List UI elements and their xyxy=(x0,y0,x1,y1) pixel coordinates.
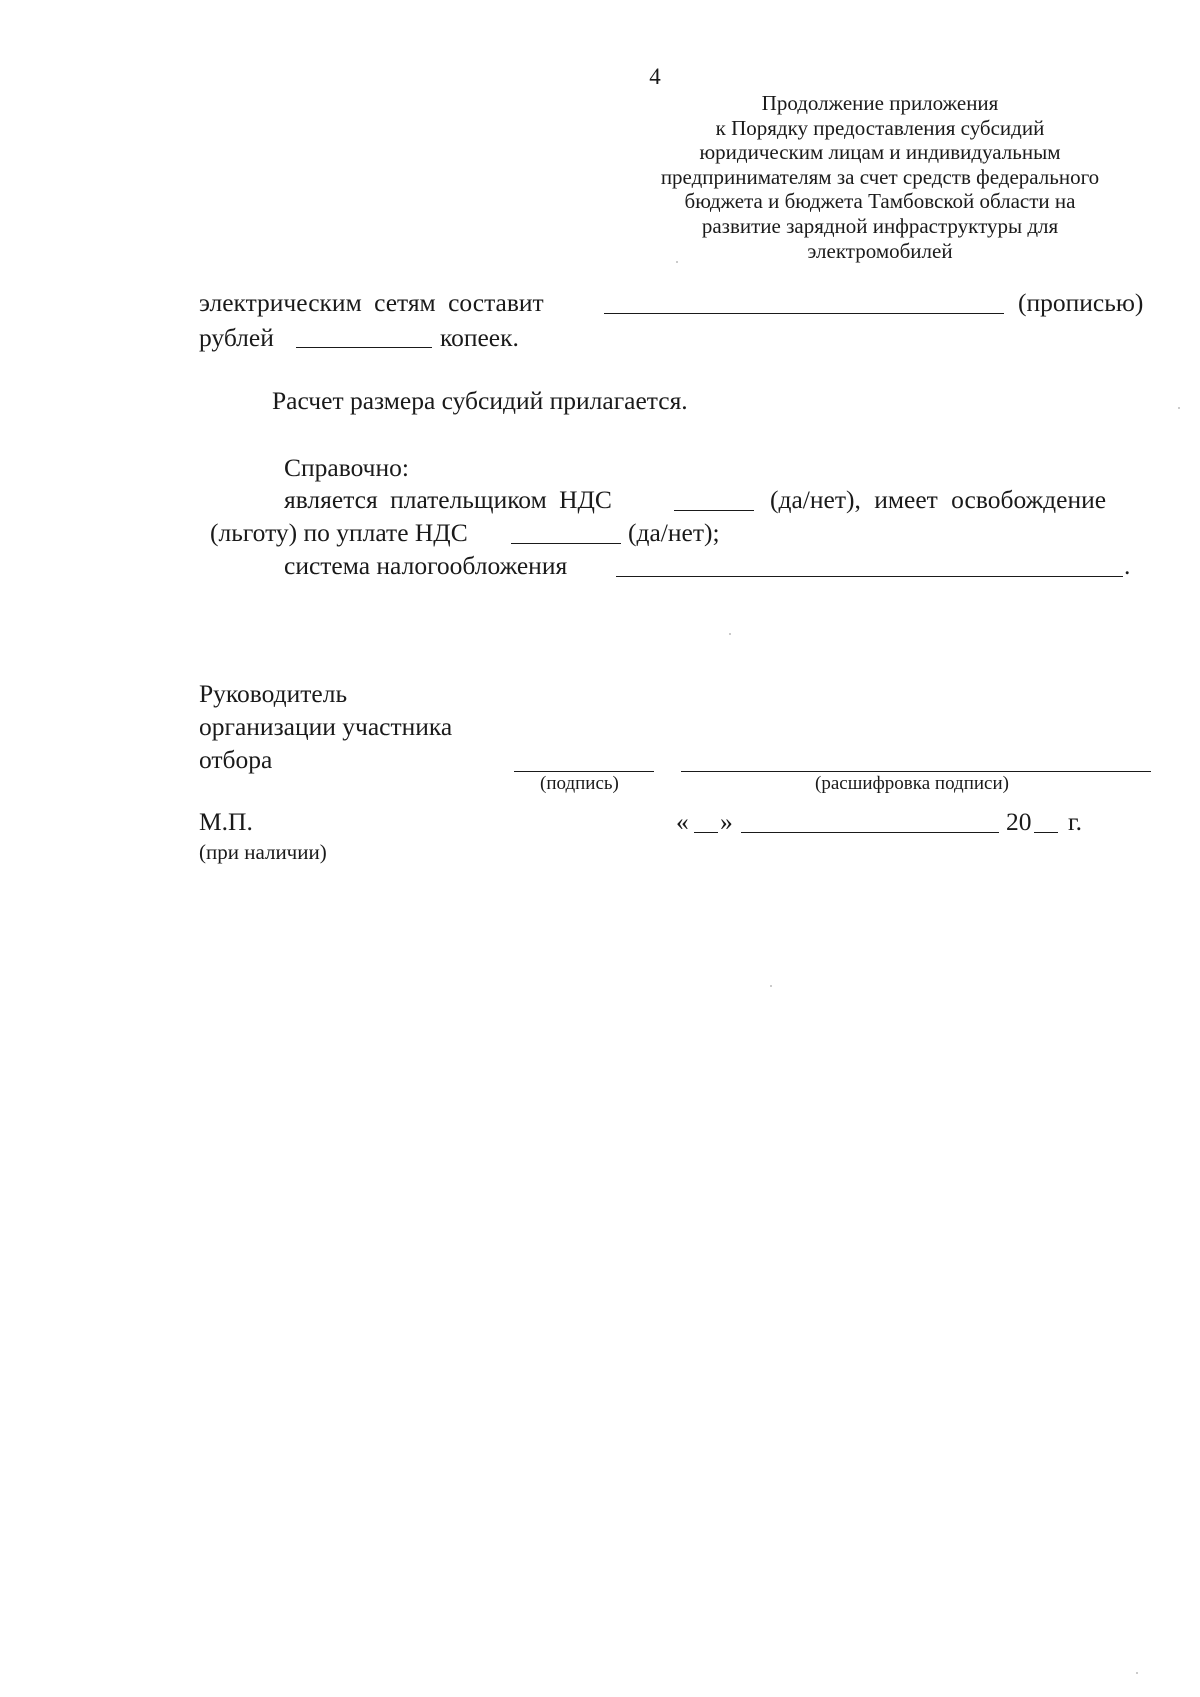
amount-line-1 xyxy=(199,287,544,319)
date-month-blank[interactable] xyxy=(741,809,999,833)
date-year-blank[interactable] xyxy=(1034,809,1058,833)
header-note-line: юридическим лицам и индивидуальным xyxy=(699,140,1061,165)
tax-system-text: система налогообложения xyxy=(284,551,568,580)
stamp-note: (при наличии) xyxy=(199,840,327,864)
scan-speck xyxy=(676,261,678,263)
tax-system-period: . xyxy=(1124,551,1131,580)
amount-words-blank[interactable] xyxy=(604,290,1004,314)
header-note-line: к Порядку предоставления субсидий xyxy=(715,115,1045,140)
signature-decoding-blank[interactable] xyxy=(681,748,1151,772)
date-day-blank[interactable] xyxy=(694,809,718,833)
exemption-yes-no: (да/нет); xyxy=(628,518,720,547)
kopecks-label: копеек. xyxy=(440,323,519,352)
amount-words-note: (прописью) xyxy=(1018,288,1144,317)
signer-title-line: организации участника xyxy=(199,712,453,741)
stamp-label: М.П. xyxy=(199,807,253,836)
vat-exemption-text: (да/нет), имеет освобождение xyxy=(770,485,1107,514)
header-note-line: Продолжение приложения xyxy=(761,91,999,115)
exemption-blank[interactable] xyxy=(511,520,621,544)
scan-speck xyxy=(729,633,731,635)
signer-title-line: отбора xyxy=(199,745,273,774)
exemption-text: (льготу) по уплате НДС xyxy=(210,518,468,547)
scan-speck xyxy=(1178,407,1180,409)
reference-heading: Справочно: xyxy=(284,453,409,482)
tax-system-blank[interactable] xyxy=(616,553,1123,577)
signature-caption: (подпись) xyxy=(540,773,619,794)
amount-text: электрическим сетям составит xyxy=(199,288,544,317)
header-note-line: предпринимателям за счет средств федерального xyxy=(660,164,1100,189)
scan-speck xyxy=(770,985,772,987)
signer-title-line: Руководитель xyxy=(199,679,348,708)
date-open-quote: « xyxy=(676,807,689,836)
signature-decoding-caption: (расшифровка подписи) xyxy=(815,773,1009,794)
date-year-prefix: 20 xyxy=(1006,807,1032,836)
header-note-line: развитие зарядной инфраструктуры для xyxy=(701,213,1059,238)
page-number: 4 xyxy=(649,64,661,89)
appendix-header-note xyxy=(600,91,1160,263)
vat-payer-text: является плательщиком НДС xyxy=(284,485,612,514)
rubles-label: рублей xyxy=(199,323,274,352)
scan-speck xyxy=(1136,1672,1138,1674)
vat-payer-blank[interactable] xyxy=(674,487,754,511)
header-note-line: электромобилей xyxy=(807,238,953,263)
date-year-suffix: г. xyxy=(1068,807,1082,836)
date-close-quote: » xyxy=(720,807,733,836)
calculation-note: Расчет размера субсидий прилагается. xyxy=(272,386,688,415)
kopecks-blank[interactable] xyxy=(296,324,432,348)
header-note-line: бюджета и бюджета Тамбовской области на xyxy=(684,189,1076,214)
signature-blank[interactable] xyxy=(514,748,654,772)
